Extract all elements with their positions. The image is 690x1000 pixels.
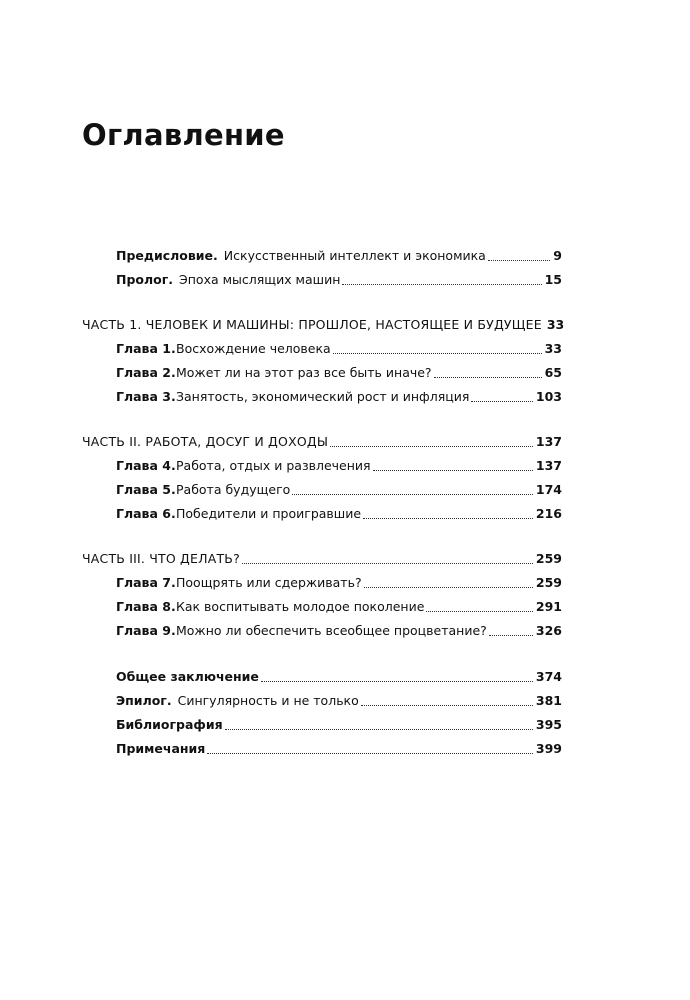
dot-leader: [363, 517, 533, 519]
dot-leader: [330, 445, 533, 447]
toc-part-1[interactable]: [82, 315, 565, 335]
toc-entry-chapter-9[interactable]: [116, 621, 562, 641]
dot-leader: [225, 728, 533, 730]
toc-entry-epilogue[interactable]: [116, 691, 562, 711]
entry-title: Можно ли обеспечить всеобщее процветание?: [176, 623, 487, 638]
entry-title: Победители и проигравшие: [176, 506, 362, 521]
dot-leader: [207, 752, 533, 754]
entry-lead: Глава 8.: [116, 599, 176, 614]
part-title: ЧАСТЬ III. ЧТО ДЕЛАТЬ?: [82, 551, 240, 566]
toc-part-3[interactable]: [82, 549, 562, 569]
entry-lead: Глава 3.: [116, 389, 176, 404]
dot-leader: [342, 283, 541, 285]
toc-entry-chapter-2[interactable]: [116, 363, 562, 383]
dot-leader: [242, 562, 533, 564]
entry-title: Эпоха мыслящих машин: [179, 272, 341, 287]
dot-leader: [488, 259, 550, 261]
dot-leader: [292, 493, 533, 495]
entry-title: Занятость, экономический рост и инфляция: [176, 389, 470, 404]
part-title: ЧАСТЬ II. РАБОТА, ДОСУГ И ДОХОДЫ: [82, 434, 329, 449]
page-number: 103: [535, 389, 562, 404]
entry-lead: Глава 6.: [116, 506, 176, 521]
entry-lead: Предисловие.: [116, 248, 218, 263]
toc-entry-chapter-7[interactable]: [116, 573, 562, 593]
entry-lead: Глава 5.: [116, 482, 176, 497]
entry-lead: Глава 7.: [116, 575, 176, 590]
page-number: 326: [535, 623, 562, 638]
toc-part-2[interactable]: [82, 432, 562, 452]
page-number: 381: [535, 693, 562, 708]
entry-lead: Пролог.: [116, 272, 174, 287]
entry-title: Искусственный интеллект и экономика: [223, 248, 486, 263]
entry-lead: Глава 2.: [116, 365, 176, 380]
page-number: 137: [535, 458, 562, 473]
entry-title: Библиография: [116, 717, 223, 732]
entry-lead: Эпилог.: [116, 693, 172, 708]
page-number: 259: [535, 551, 562, 566]
entry-title: Работа, отдых и развлечения: [176, 458, 371, 473]
page-number: 33: [546, 317, 565, 332]
page-number: 137: [535, 434, 562, 449]
dot-leader: [373, 469, 533, 471]
dot-leader: [434, 376, 542, 378]
entry-title: Восхождение человека: [176, 341, 331, 356]
page-number: 9: [553, 248, 562, 263]
toc-entry-bibliography[interactable]: [116, 715, 562, 735]
entry-title: Сингулярность и не только: [177, 693, 359, 708]
page-number: 395: [535, 717, 562, 732]
entry-lead: Глава 4.: [116, 458, 176, 473]
page-number: 399: [535, 741, 562, 756]
dot-leader: [333, 352, 542, 354]
page-number: 33: [544, 341, 562, 356]
toc-entry-chapter-1[interactable]: [116, 339, 562, 359]
toc-entry-chapter-8[interactable]: [116, 597, 562, 617]
page-title: Оглавление: [82, 118, 285, 152]
page-number: 374: [535, 669, 562, 684]
page-number: 174: [535, 482, 562, 497]
entry-title: Работа будущего: [176, 482, 291, 497]
toc-entry-chapter-6[interactable]: [116, 504, 562, 524]
page-number: 65: [544, 365, 562, 380]
toc-entry-notes[interactable]: [116, 739, 562, 759]
toc-entry-prologue[interactable]: [116, 270, 562, 290]
toc-entry-chapter-3[interactable]: [116, 387, 562, 407]
page-number: 291: [535, 599, 562, 614]
toc-entry-preface[interactable]: [116, 246, 562, 266]
entry-lead: Глава 1.: [116, 341, 176, 356]
page-number: 15: [544, 272, 562, 287]
dot-leader: [364, 586, 533, 588]
entry-title: Общее заключение: [116, 669, 259, 684]
dot-leader: [426, 610, 533, 612]
dot-leader: [361, 704, 533, 706]
toc-entry-chapter-5[interactable]: [116, 480, 562, 500]
entry-title: Поощрять или сдерживать?: [176, 575, 362, 590]
entry-title: Как воспитывать молодое поколение: [176, 599, 425, 614]
dot-leader: [471, 400, 533, 402]
dot-leader: [261, 680, 533, 682]
entry-lead: Глава 9.: [116, 623, 176, 638]
part-title: ЧАСТЬ 1. ЧЕЛОВЕК И МАШИНЫ: ПРОШЛОЕ, НАСТОЯЩЕЕ И БУДУЩЕЕ: [82, 317, 542, 332]
toc-entry-conclusion[interactable]: [116, 667, 562, 687]
toc-entry-chapter-4[interactable]: [116, 456, 562, 476]
dot-leader: [489, 634, 533, 636]
page-number: 259: [535, 575, 562, 590]
entry-title: Примечания: [116, 741, 206, 756]
page-number: 216: [535, 506, 562, 521]
entry-title: Может ли на этот раз все быть иначе?: [176, 365, 432, 380]
